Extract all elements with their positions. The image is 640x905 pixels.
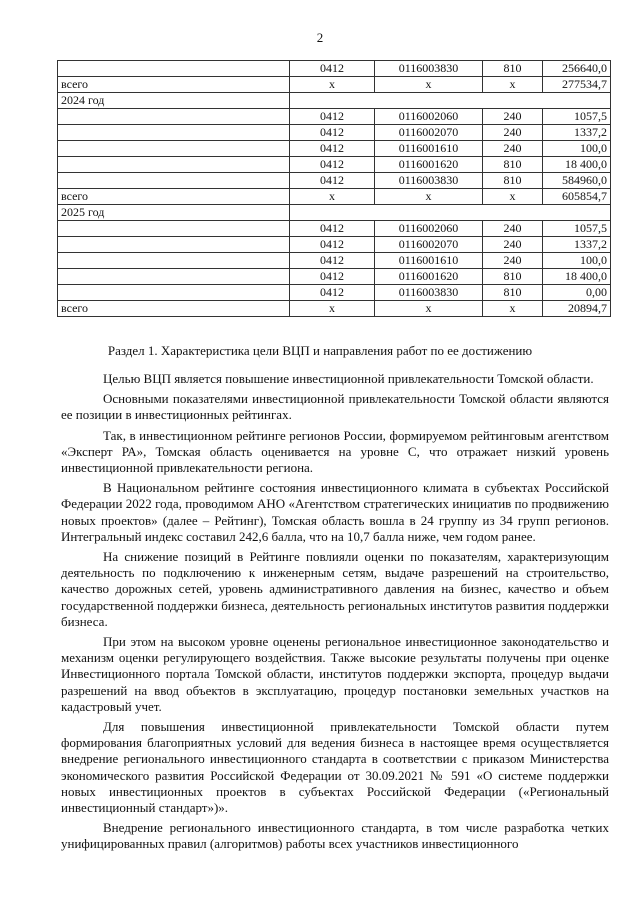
body-text	[61, 371, 609, 857]
table-cell	[58, 269, 290, 285]
table-cell: 0412	[290, 109, 375, 125]
table-cell: всего	[58, 189, 290, 205]
table-cell: 810	[483, 157, 543, 173]
year-empty-cell	[290, 205, 611, 221]
table-row	[58, 125, 611, 141]
table-cell	[58, 109, 290, 125]
table-row	[58, 61, 611, 77]
table-cell: 240	[483, 109, 543, 125]
table-cell: 0412	[290, 285, 375, 301]
table-row	[58, 301, 611, 317]
table-cell	[58, 285, 290, 301]
table-cell: 584960,0	[543, 173, 611, 189]
table-cell: 100,0	[543, 253, 611, 269]
year-empty-cell	[290, 93, 611, 109]
table-cell: 0116002060	[375, 109, 483, 125]
table-cell: 18 400,0	[543, 157, 611, 173]
table-cell: 18 400,0	[543, 269, 611, 285]
table-cell: 240	[483, 237, 543, 253]
table-cell	[58, 237, 290, 253]
table-cell	[58, 61, 290, 77]
table-cell: 0412	[290, 157, 375, 173]
table-cell: 20894,7	[543, 301, 611, 317]
table-row	[58, 285, 611, 301]
year-label-cell: 2025 год	[58, 205, 290, 221]
paragraph: При этом на высоком уровне оценены региональное инвестиционное законодательство и механизм оценки регулирующего воздействия. Также высокие результаты получены при оценке Инвестиционного портала Томской области, институтов поддержки экспорта, процедур выдачи разрешений на ввод объектов в эксплуатацию, процедур постановки земельных участков на кадастровый учет.	[61, 634, 609, 714]
table-cell	[58, 221, 290, 237]
table-cell: 0116003830	[375, 285, 483, 301]
table-cell: 0412	[290, 269, 375, 285]
table-row	[58, 237, 611, 253]
table-cell: 240	[483, 125, 543, 141]
table-cell: 240	[483, 253, 543, 269]
table-cell: 0412	[290, 237, 375, 253]
table-cell: 0116001610	[375, 253, 483, 269]
table-cell	[58, 253, 290, 269]
table-cell: х	[375, 189, 483, 205]
table-cell: всего	[58, 77, 290, 93]
table-cell: 0116002070	[375, 237, 483, 253]
table-row	[58, 269, 611, 285]
table-cell: х	[483, 189, 543, 205]
table-cell: всего	[58, 301, 290, 317]
budget-table-body	[58, 61, 611, 317]
table-cell	[58, 125, 290, 141]
table-cell: 810	[483, 269, 543, 285]
table-cell: 0116001620	[375, 157, 483, 173]
table-cell: 0116003830	[375, 61, 483, 77]
table-row	[58, 77, 611, 93]
table-cell: 277534,7	[543, 77, 611, 93]
year-row	[58, 205, 611, 221]
table-cell: 240	[483, 141, 543, 157]
table-cell: 0412	[290, 253, 375, 269]
table-cell: х	[375, 77, 483, 93]
table-row	[58, 109, 611, 125]
table-cell: х	[375, 301, 483, 317]
table-cell: 0412	[290, 125, 375, 141]
table-cell: 256640,0	[543, 61, 611, 77]
table-cell: 0412	[290, 141, 375, 157]
table-cell: 605854,7	[543, 189, 611, 205]
table-cell: 0116002070	[375, 125, 483, 141]
table-cell: 810	[483, 173, 543, 189]
table-cell: 0116001620	[375, 269, 483, 285]
table-cell	[58, 157, 290, 173]
table-cell: 0,00	[543, 285, 611, 301]
table-row	[58, 141, 611, 157]
paragraph: В Национальном рейтинге состояния инвестиционного климата в субъектах Российской Федерации 2022 года, проводимом АНО «Агентством стратегических инициатив по продвижению новых проектов» (далее – Рейтинг), Томская область вошла в 24 группу из 34 групп регионов. Интегральный индекс составил 242,6 балла, что на 10,7 балла ниже, чем годом ранее.	[61, 480, 609, 544]
year-row	[58, 93, 611, 109]
table-row	[58, 173, 611, 189]
table-cell: х	[483, 77, 543, 93]
paragraph: На снижение позиций в Рейтинге повлияли оценки по показателям, характеризующим деятельность по подключению к инженерным сетям, выдаче разрешений на строительство, качество дорожных сетей, уровень административного давления на бизнес, качество и объем государственной поддержки бизнеса, деятельность региональных институтов развития поддержки бизнеса.	[61, 549, 609, 629]
table-cell: 0116003830	[375, 173, 483, 189]
table-cell: 0116002060	[375, 221, 483, 237]
table-cell: 0116001610	[375, 141, 483, 157]
budget-table	[57, 60, 611, 317]
table-cell: 0412	[290, 221, 375, 237]
table-cell: 0412	[290, 61, 375, 77]
year-label-cell: 2024 год	[58, 93, 290, 109]
table-row	[58, 221, 611, 237]
table-cell	[58, 173, 290, 189]
table-cell: х	[290, 77, 375, 93]
table-row	[58, 253, 611, 269]
paragraph: Целью ВЦП является повышение инвестиционной привлекательности Томской области.	[103, 371, 594, 386]
table-cell: 240	[483, 221, 543, 237]
table-row	[58, 157, 611, 173]
table-cell	[58, 141, 290, 157]
table-cell: 810	[483, 61, 543, 77]
table-cell: х	[290, 189, 375, 205]
table-cell: 1337,2	[543, 237, 611, 253]
table-cell: 1057,5	[543, 109, 611, 125]
table-cell: 0412	[290, 173, 375, 189]
paragraph: Для повышения инвестиционной привлекательности Томской области путем формирования благоприятных условий для ведения бизнеса в настоящее время осуществляется внедрение регионального инвестиционного стандарта в соответствии с приказом Министерства экономического развития Российской Федерации от 30.09.2021 № 591 «О системе поддержки новых инвестиционных проектов в субъектах Российской Федерации («Региональный инвестиционный стандарт»)».	[61, 719, 609, 816]
paragraph: Внедрение регионального инвестиционного стандарта, в том числе разработка четких унифицированных правил (алгоритмов) работы всех участников инвестиционного	[61, 820, 609, 852]
paragraph: Основными показателями инвестиционной привлекательности Томской области являются ее позиции в инвестиционных рейтингах.	[61, 391, 609, 423]
table-cell: 1337,2	[543, 125, 611, 141]
table-cell: х	[290, 301, 375, 317]
table-cell: 810	[483, 285, 543, 301]
table-cell: 100,0	[543, 141, 611, 157]
table-cell: 1057,5	[543, 221, 611, 237]
table-row	[58, 189, 611, 205]
paragraph: Так, в инвестиционном рейтинге регионов России, формируемом рейтинговым агентством «Эксперт РА», Томская область оценивается на уровне С, что отражает низкий уровень инвестиционной привлекательности региона.	[61, 427, 609, 476]
section-title: Раздел 1. Характеристика цели ВЦП и направления работ по ее достижению	[107, 343, 533, 358]
table-cell: х	[483, 301, 543, 317]
page-number: 2	[316, 30, 324, 45]
